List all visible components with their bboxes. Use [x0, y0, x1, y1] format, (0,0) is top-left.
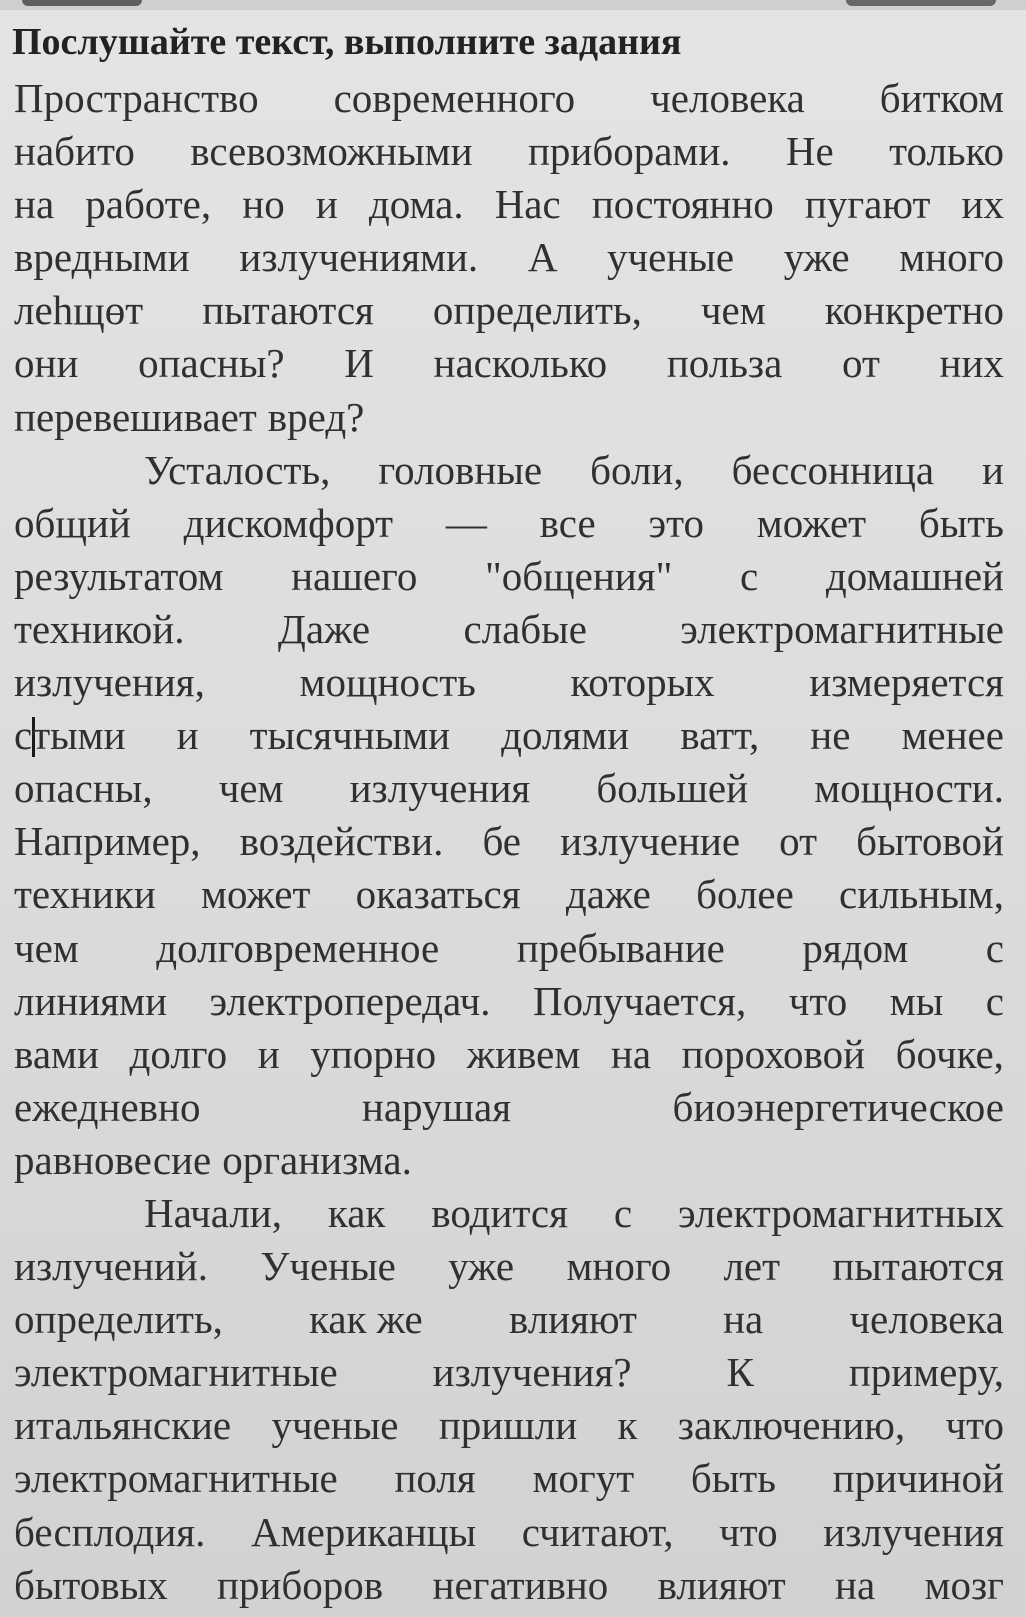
word: электропередач.	[209, 977, 491, 1024]
word: чем	[218, 765, 284, 812]
text-line	[14, 444, 1004, 497]
word: головные	[378, 446, 543, 493]
word: электромагнитных	[678, 1189, 1004, 1236]
word: но	[242, 181, 285, 228]
word: ежедневно	[14, 1083, 201, 1130]
word: мозг	[924, 1561, 1004, 1608]
text-line	[14, 656, 1004, 709]
word: лет	[723, 1243, 781, 1290]
word: техникой.	[14, 605, 185, 652]
word: определить,	[14, 1296, 223, 1343]
word: с	[985, 924, 1004, 971]
word: вред?	[267, 393, 365, 440]
word: организма.	[222, 1136, 412, 1183]
word: пришли	[438, 1402, 578, 1449]
text-line	[14, 337, 1004, 390]
word: общий	[14, 499, 131, 546]
word: их	[961, 181, 1004, 228]
word: опасны?	[138, 340, 285, 387]
text-line	[14, 709, 1004, 762]
word: даже	[565, 871, 651, 918]
word: Начали,	[144, 1189, 282, 1236]
word: итальянские	[14, 1402, 232, 1449]
word: вредными	[14, 234, 190, 281]
word: ученые	[607, 234, 735, 281]
word: оказаться	[355, 871, 521, 918]
word: всевозможными	[190, 128, 473, 175]
text-line	[14, 1399, 1004, 1452]
word: бытовых	[14, 1561, 168, 1608]
text-line	[14, 1240, 1004, 1293]
word: ватт,	[680, 712, 760, 759]
word: излучениями.	[239, 234, 479, 281]
word: много	[899, 234, 1004, 281]
word: упорно	[310, 1030, 437, 1077]
word: мощности.	[814, 765, 1004, 812]
word: влияют	[508, 1296, 637, 1343]
text-line	[14, 975, 1004, 1028]
word: бе	[482, 818, 521, 865]
word: сильным,	[839, 871, 1004, 918]
word: к	[617, 1402, 638, 1449]
text-line	[14, 1452, 1004, 1505]
word: мы	[889, 977, 944, 1024]
word: бессонница	[731, 446, 935, 493]
word: К	[726, 1349, 754, 1396]
word: человека	[849, 1296, 1004, 1343]
word: результатом	[14, 552, 224, 599]
word: —	[445, 499, 487, 546]
word: более	[696, 871, 794, 918]
word: дома.	[368, 181, 464, 228]
status-bar	[0, 0, 1026, 10]
word: негативно	[432, 1561, 609, 1608]
word: с	[740, 552, 759, 599]
word: измеряется	[809, 659, 1004, 706]
word: определить,	[432, 287, 642, 334]
word: Усталость,	[144, 446, 331, 493]
word: они	[14, 340, 79, 387]
word: которых	[570, 659, 715, 706]
text-line	[14, 1028, 1004, 1081]
word: Получается,	[532, 977, 747, 1024]
text-line	[14, 1506, 1004, 1559]
word: долговременное	[156, 924, 440, 971]
word: Пространство	[14, 75, 259, 121]
word: на	[835, 1561, 876, 1608]
text-line	[14, 1081, 1004, 1134]
word: боли,	[590, 446, 684, 493]
word: нашего	[291, 552, 418, 599]
word: на	[723, 1296, 764, 1343]
word: водится	[431, 1189, 568, 1236]
word: электромагнитные	[14, 1455, 338, 1502]
text-line	[14, 762, 1004, 815]
word: излучения?	[432, 1349, 632, 1396]
word: пороховой	[681, 1030, 866, 1077]
word: вами	[14, 1030, 99, 1077]
word: как же	[309, 1296, 423, 1343]
text-line	[14, 922, 1004, 975]
word: техники	[14, 871, 156, 918]
text-line	[14, 1293, 1004, 1346]
word: с	[985, 977, 1004, 1024]
word: Американцы	[251, 1508, 477, 1555]
word: пребывание	[516, 924, 725, 971]
word: с	[613, 1189, 633, 1236]
status-bar-right-icons	[846, 0, 996, 6]
word: перевешивает	[14, 393, 257, 440]
text-line	[14, 1134, 1004, 1187]
word: них	[939, 340, 1004, 387]
text-line	[14, 1559, 1004, 1612]
word: опасны,	[14, 765, 153, 812]
word: современного	[333, 75, 576, 121]
text-line	[14, 550, 1004, 603]
word: от	[779, 818, 818, 865]
word: пытаются	[202, 287, 374, 334]
word: долями	[501, 712, 630, 759]
word: излучения	[349, 765, 531, 812]
word: "общения"	[484, 552, 673, 599]
word: чем	[700, 287, 766, 334]
word: леhщөт	[14, 287, 144, 334]
text-line	[14, 603, 1004, 656]
text-line	[14, 1187, 1004, 1240]
word: долго	[129, 1030, 228, 1077]
word: менее	[901, 712, 1004, 759]
word: и	[176, 712, 199, 759]
word: что	[945, 1402, 1004, 1449]
word: не	[810, 712, 851, 759]
text-line	[14, 1346, 1004, 1399]
word: и	[982, 446, 1004, 493]
word: уже	[783, 234, 850, 281]
text-body[interactable]	[14, 72, 1004, 1612]
word: что	[788, 977, 848, 1024]
word: на	[610, 1030, 652, 1077]
word: все	[539, 499, 596, 546]
word: считают,	[521, 1508, 674, 1555]
word: приборами.	[527, 128, 731, 175]
word: пугают	[804, 181, 931, 228]
word: линиями	[14, 977, 168, 1024]
word: бочке,	[895, 1030, 1004, 1077]
word: может	[201, 871, 311, 918]
word: излучений.	[14, 1243, 208, 1290]
word: много	[566, 1243, 672, 1290]
word: влияют	[657, 1561, 786, 1608]
text-line	[14, 815, 1004, 868]
word: примеру,	[848, 1349, 1004, 1396]
word: биоэнергетическое	[672, 1083, 1004, 1130]
word: набито	[14, 128, 135, 175]
word: постоянно	[591, 181, 774, 228]
word: ученые	[271, 1402, 399, 1449]
word: польза	[666, 340, 783, 387]
word: от	[841, 340, 880, 387]
word: конкретно	[824, 287, 1004, 334]
word: пытаются	[832, 1243, 1004, 1290]
word: человека	[650, 75, 805, 121]
word: излучение	[560, 818, 741, 865]
word: может	[756, 499, 867, 546]
status-bar-left-icons	[22, 0, 142, 6]
word: заключению,	[677, 1402, 906, 1449]
word-with-cursor	[14, 709, 126, 762]
word: дискомфорт	[183, 499, 394, 546]
text-line	[14, 72, 1004, 125]
word: битком	[879, 75, 1004, 121]
word: и	[257, 1030, 280, 1077]
word: живем	[466, 1030, 581, 1077]
word: быть	[918, 499, 1004, 546]
word: работе,	[85, 181, 212, 228]
text-line	[14, 868, 1004, 921]
word: только	[889, 128, 1004, 175]
page-title: Послушайте текст, выполните задания	[12, 21, 682, 63]
word: что	[719, 1508, 778, 1555]
word: равновесие	[14, 1136, 212, 1183]
word: большей	[596, 765, 749, 812]
word: нарушая	[361, 1083, 512, 1130]
word: поля	[394, 1455, 476, 1502]
word: И	[344, 340, 374, 387]
word: Ученые	[260, 1243, 396, 1290]
word: бытовой	[856, 818, 1004, 865]
word: излучения,	[14, 659, 205, 706]
word: могут	[532, 1455, 635, 1502]
word: и	[315, 181, 338, 228]
word: тыми	[32, 712, 126, 759]
word: электромагнитные	[680, 605, 1004, 652]
word: слабые	[463, 605, 587, 652]
word: быть	[690, 1455, 776, 1502]
text-line	[14, 125, 1004, 178]
word: это	[648, 499, 704, 546]
word: тысячными	[249, 712, 451, 759]
word: Не	[785, 128, 834, 175]
word: Нас	[494, 181, 561, 228]
text-line	[14, 284, 1004, 337]
word: электромагнитные	[14, 1349, 338, 1396]
word: чем	[14, 924, 79, 971]
word: мощность	[299, 659, 476, 706]
text-line	[14, 391, 1004, 444]
word: бесплодия.	[14, 1508, 206, 1555]
word: Например,	[14, 818, 201, 865]
word: причиной	[832, 1455, 1004, 1502]
text-line	[14, 231, 1004, 284]
word: с	[14, 712, 33, 759]
text-line	[14, 178, 1004, 231]
word: Даже	[277, 605, 371, 652]
word: на	[14, 181, 55, 228]
word: как	[327, 1189, 386, 1236]
word: воздействи.	[239, 818, 444, 865]
word: домашней	[825, 552, 1004, 599]
word: рядом	[802, 924, 909, 971]
word: А	[527, 234, 558, 281]
word: приборов	[217, 1561, 384, 1608]
word: излучения	[823, 1508, 1004, 1555]
word: уже	[448, 1243, 515, 1290]
word: насколько	[433, 340, 608, 387]
text-line	[14, 497, 1004, 550]
